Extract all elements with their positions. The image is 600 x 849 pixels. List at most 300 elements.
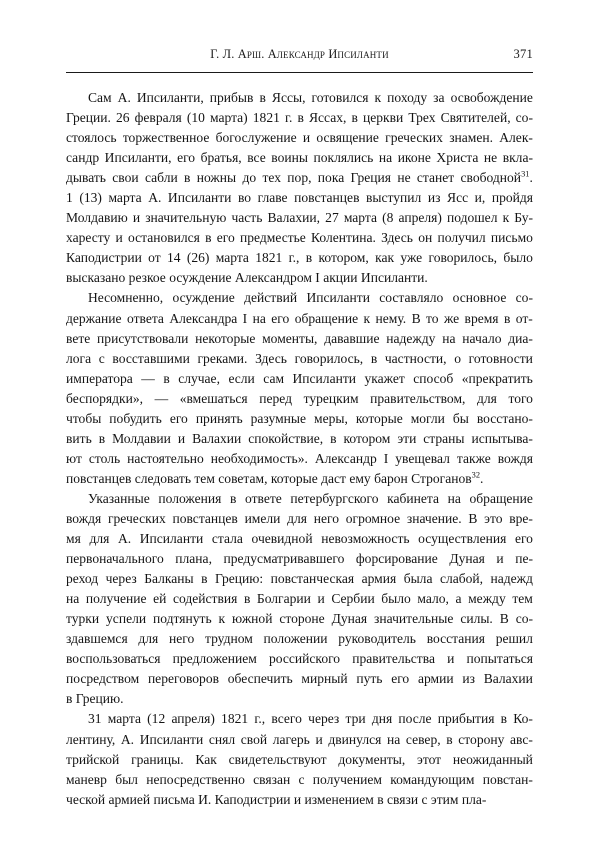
word: здавшемся xyxy=(66,631,128,647)
paragraph xyxy=(66,489,533,710)
word: и xyxy=(496,551,504,567)
word: во xyxy=(237,190,252,206)
word: котором xyxy=(343,430,391,446)
word: I xyxy=(242,310,248,326)
word: связан xyxy=(253,771,291,787)
word: действий xyxy=(244,290,298,306)
word: в xyxy=(205,230,212,246)
word: марта xyxy=(215,250,249,266)
word: Ипсиланти, xyxy=(104,150,172,166)
word: знамен. xyxy=(449,130,494,146)
word: лога xyxy=(66,350,92,366)
word: братья, xyxy=(200,150,242,166)
word: Александра xyxy=(169,310,238,326)
page-number: 371 xyxy=(513,47,533,61)
word: лентину, xyxy=(66,731,116,747)
word: в xyxy=(330,430,337,446)
word: Валахии, xyxy=(267,210,321,226)
word: за xyxy=(433,90,445,105)
word: повстанческая xyxy=(270,571,355,587)
word: осуществления xyxy=(418,531,507,547)
text-line xyxy=(66,549,533,569)
word: командующим xyxy=(390,771,475,787)
word: сандр xyxy=(66,150,100,166)
word: Дуная xyxy=(449,551,485,567)
word: 27 xyxy=(325,210,339,226)
word: готовился xyxy=(311,90,369,105)
word: надежду xyxy=(386,330,436,346)
word: того xyxy=(508,390,533,406)
word: ответе xyxy=(244,490,282,506)
body-text xyxy=(66,88,533,810)
word: лагерь xyxy=(272,731,310,747)
word: о xyxy=(454,350,461,366)
word: освящение xyxy=(316,130,379,146)
word: ножны xyxy=(196,170,237,186)
text-line xyxy=(66,108,533,128)
word: на xyxy=(66,591,80,607)
word: Балканы xyxy=(144,571,194,587)
word: «прекратить xyxy=(461,370,533,386)
word: вре- xyxy=(509,510,533,526)
word: в xyxy=(163,370,170,386)
word: было xyxy=(381,591,411,607)
word: попытаться xyxy=(466,651,533,667)
word: февраля xyxy=(134,110,182,126)
word: в xyxy=(503,310,511,326)
word: и xyxy=(315,731,323,747)
word: восстания xyxy=(426,631,485,647)
text-line xyxy=(66,288,533,308)
word: чтобы xyxy=(66,410,102,426)
word: не xyxy=(397,170,411,186)
word: руководитель xyxy=(338,631,416,647)
word: в xyxy=(446,731,453,747)
word: для xyxy=(138,631,159,647)
word: диа- xyxy=(508,330,533,346)
word: снял xyxy=(208,731,236,747)
word: поклялись xyxy=(313,150,374,166)
word: и xyxy=(447,651,455,667)
word: правительством, xyxy=(370,390,466,406)
word: с xyxy=(298,771,305,787)
word: надежд xyxy=(490,571,533,587)
word: границы. xyxy=(131,751,184,767)
word: побудить xyxy=(109,410,162,426)
word: моменты, xyxy=(262,330,318,346)
word: составляло xyxy=(379,290,444,306)
paragraph xyxy=(66,88,533,288)
word: и xyxy=(132,210,141,226)
word: Ипсиланти xyxy=(306,290,370,306)
word: тех xyxy=(262,170,281,186)
word: в xyxy=(500,711,508,727)
word: страны xyxy=(423,430,465,446)
word: освобождение xyxy=(450,90,533,105)
word: его xyxy=(177,150,196,166)
word: могли xyxy=(410,410,445,426)
word: А. xyxy=(117,90,131,105)
word: В xyxy=(499,611,509,627)
word: него xyxy=(313,510,340,526)
word: Сам xyxy=(88,90,112,105)
word: успели xyxy=(106,611,147,627)
word: все xyxy=(247,150,266,166)
word: марта xyxy=(343,210,377,226)
word: также xyxy=(456,450,491,466)
text-line xyxy=(66,750,533,770)
word: А. xyxy=(120,731,135,747)
word: и xyxy=(115,230,123,246)
word: невозможность xyxy=(321,531,410,547)
word: (8 xyxy=(382,210,394,226)
word: турецким xyxy=(303,390,359,406)
word: восставшими xyxy=(112,350,190,366)
word: воины xyxy=(271,150,308,166)
word: южной xyxy=(232,611,273,627)
word: значение. xyxy=(406,510,462,526)
text-line xyxy=(66,148,533,168)
word: положения xyxy=(158,490,222,506)
word: настоятельно xyxy=(127,450,204,466)
word: г. xyxy=(284,110,293,126)
word: для xyxy=(287,510,308,526)
word: свои xyxy=(112,170,139,186)
word: север, xyxy=(405,731,441,747)
word: не xyxy=(483,150,498,166)
word: него xyxy=(169,631,195,647)
word: частности, xyxy=(384,350,447,366)
word: повстанцев xyxy=(294,190,360,206)
word: трудном xyxy=(204,631,253,647)
footnote-marker[interactable]: 31 xyxy=(521,169,530,179)
word: к xyxy=(502,210,510,226)
text-line xyxy=(66,730,533,750)
word: маневр xyxy=(66,771,107,787)
word: Каподистрии xyxy=(66,250,142,266)
word: Греция xyxy=(350,170,392,186)
word: со- xyxy=(515,110,533,126)
word: воспользоваться xyxy=(66,651,161,667)
word: греческих xyxy=(107,510,166,526)
text-line xyxy=(66,569,533,589)
word: к xyxy=(218,611,226,627)
word: восстано- xyxy=(476,410,533,426)
word: г., xyxy=(288,250,300,266)
word: апреля) xyxy=(171,711,215,727)
word: спокойствие, xyxy=(248,430,324,446)
word: в xyxy=(351,110,358,126)
word: непосредственно xyxy=(146,771,245,787)
word: эти xyxy=(397,430,417,446)
word: значительные xyxy=(374,611,454,627)
word: держание xyxy=(66,310,122,326)
text-line xyxy=(66,649,533,669)
word: уже xyxy=(400,250,423,266)
word: его xyxy=(271,310,290,326)
text-line: ческой армией письма И. Каподистрии и изменением в связи с этим пла- xyxy=(66,791,487,807)
word: Христа xyxy=(436,150,479,166)
word: же xyxy=(443,310,460,326)
word: из xyxy=(462,671,475,687)
word: со- xyxy=(515,290,533,306)
text-line: в Грецию. xyxy=(66,691,124,707)
word: говорилось, xyxy=(294,350,364,366)
word: армии xyxy=(417,671,454,687)
word: к xyxy=(374,90,382,105)
word: Алек- xyxy=(499,130,533,146)
word: осуждение xyxy=(172,290,235,306)
word: вкла- xyxy=(502,150,533,166)
text-line xyxy=(66,389,533,409)
word: Несомненно, xyxy=(88,290,164,306)
word: греками. xyxy=(197,350,248,366)
word: остановился xyxy=(127,230,200,246)
text-line xyxy=(66,529,533,549)
word: первоначального xyxy=(66,551,164,567)
text-line xyxy=(66,128,533,148)
text-line xyxy=(66,509,533,529)
word: необходимость». xyxy=(210,450,308,466)
word: Валахии xyxy=(483,671,533,687)
word: Дуная xyxy=(331,611,368,627)
word: обращение xyxy=(469,490,533,506)
word: на xyxy=(442,330,456,346)
word: вождя xyxy=(497,450,533,466)
word: время xyxy=(464,310,499,326)
word: (26) xyxy=(186,250,210,266)
text-line xyxy=(66,168,533,188)
text-line xyxy=(66,188,533,208)
word: императора xyxy=(66,370,133,386)
word: 26 xyxy=(116,110,130,126)
word: как xyxy=(375,250,395,266)
word: турки xyxy=(66,611,100,627)
word: 1 xyxy=(66,190,73,206)
word: свой xyxy=(240,731,268,747)
word: форсирование xyxy=(355,551,438,567)
word: от- xyxy=(515,310,533,326)
word: Ипсиланти, xyxy=(136,90,204,105)
word: подтянуть xyxy=(153,611,212,627)
word: сабли xyxy=(144,170,178,186)
word: начало xyxy=(462,330,502,346)
word: документы, xyxy=(338,751,406,767)
word: 1821 xyxy=(221,711,249,727)
word: был xyxy=(115,771,138,787)
word: основное xyxy=(452,290,507,306)
word: этот xyxy=(417,751,442,767)
word: двинулся xyxy=(328,731,382,747)
word: мало, xyxy=(417,591,449,607)
word: А. xyxy=(117,531,132,547)
word: ответа xyxy=(126,310,164,326)
word: из xyxy=(427,190,441,206)
word: для xyxy=(476,390,497,406)
word: разумные xyxy=(250,410,307,426)
word: Здесь xyxy=(381,230,413,246)
word: марта) xyxy=(209,110,248,126)
word: меры, xyxy=(314,410,348,426)
footnote-marker[interactable]: 32 xyxy=(471,470,481,480)
word: г., xyxy=(254,711,266,727)
word: и xyxy=(302,130,311,146)
word: это xyxy=(484,510,503,526)
word: петербургского xyxy=(290,490,379,506)
word: походу xyxy=(387,90,428,105)
word: в xyxy=(297,110,304,126)
word: Александр xyxy=(314,450,377,466)
word: Молдавию xyxy=(66,210,128,226)
word: письмо xyxy=(490,230,533,246)
word: Ипсиланти xyxy=(139,731,204,747)
word: принять xyxy=(195,410,243,426)
word: пе- xyxy=(515,551,533,567)
word: Ипсиланти xyxy=(292,370,357,386)
word: к xyxy=(363,310,371,326)
word: испытыва- xyxy=(471,430,533,446)
word: для xyxy=(89,531,110,547)
word: Валахии xyxy=(192,430,242,446)
word: российского xyxy=(269,651,341,667)
word: А. xyxy=(148,190,162,206)
word: столь xyxy=(88,450,121,466)
word: слабой, xyxy=(439,571,484,587)
word: он xyxy=(418,230,433,246)
text-line xyxy=(66,409,533,429)
word: вить xyxy=(66,430,92,446)
word: в xyxy=(259,90,266,105)
text-line xyxy=(66,589,533,609)
text-line: высказано резкое осуждение Александром I акции Ипсиланти. xyxy=(66,270,428,286)
word: дававшие xyxy=(324,330,380,346)
word: повстанцев xyxy=(172,510,238,526)
text-line xyxy=(66,609,533,629)
word: марта xyxy=(108,190,142,206)
word: Яссах, xyxy=(308,110,347,126)
word: трийской xyxy=(66,751,120,767)
word: армия xyxy=(361,571,397,587)
word: между xyxy=(468,591,506,607)
word: обеспечить xyxy=(227,671,293,687)
word: Ясс xyxy=(447,190,469,206)
word: в xyxy=(305,250,313,266)
word: положении xyxy=(263,631,328,647)
word: присутствовали xyxy=(97,330,189,346)
text-line xyxy=(66,88,533,108)
text-line xyxy=(66,309,533,329)
word: готовности xyxy=(468,350,533,366)
word: получением xyxy=(312,771,383,787)
word: Как xyxy=(195,751,217,767)
word: содействия xyxy=(172,591,238,607)
word: на xyxy=(378,150,393,166)
word: в xyxy=(184,170,191,186)
word: тем xyxy=(512,591,533,607)
word: 1821 xyxy=(252,110,280,126)
word: предложением xyxy=(172,651,257,667)
word: авс- xyxy=(510,731,533,747)
text-line xyxy=(66,208,533,228)
word: харесту xyxy=(66,230,111,246)
word: котором, xyxy=(318,250,369,266)
word: всего xyxy=(271,711,302,727)
word: и xyxy=(177,430,186,446)
text-line xyxy=(66,770,533,790)
word: дывать xyxy=(66,170,106,186)
text-line xyxy=(66,429,533,449)
word: марта xyxy=(107,711,141,727)
word: свободной$^{31}$. xyxy=(460,169,533,186)
word: свидетельствуют xyxy=(228,751,327,767)
word: плана, xyxy=(175,551,212,567)
word: (12 xyxy=(147,711,166,727)
word: вете xyxy=(66,330,91,346)
word: которые xyxy=(355,410,403,426)
word: его xyxy=(514,531,533,547)
word: — xyxy=(141,370,155,386)
word: Бу- xyxy=(514,210,533,226)
word: очевидной xyxy=(251,531,313,547)
word: три xyxy=(345,711,366,727)
word: а xyxy=(455,591,462,607)
header-rule xyxy=(66,72,533,73)
text-line xyxy=(66,369,533,389)
word: некоторые xyxy=(195,330,256,346)
word: — xyxy=(154,390,169,406)
word: реход xyxy=(66,571,99,587)
word: 14 xyxy=(166,250,181,266)
word: ют xyxy=(66,450,82,466)
word: его xyxy=(169,410,188,426)
word: Болгарии xyxy=(256,591,311,607)
word: Ипсиланти xyxy=(167,190,232,206)
word: Яссы, xyxy=(271,90,306,105)
word: на xyxy=(447,490,461,506)
word: со- xyxy=(515,611,533,627)
text-line xyxy=(66,248,533,268)
word: его xyxy=(216,230,235,246)
word: повстан- xyxy=(482,771,533,787)
word: от xyxy=(148,250,161,266)
running-head-title: Г. Л. Арш. Александр Ипсиланти xyxy=(210,47,389,61)
word: апреля) xyxy=(398,210,442,226)
word: (13) xyxy=(79,190,102,206)
word: стоялось xyxy=(66,130,117,146)
word: Сербии xyxy=(331,591,375,607)
word: через xyxy=(105,571,137,587)
word: сторону xyxy=(458,731,505,747)
word: с xyxy=(98,350,105,366)
word: на xyxy=(387,731,401,747)
word: и, xyxy=(474,190,486,206)
word: имели xyxy=(244,510,281,526)
word: после xyxy=(398,711,432,727)
word: мирный xyxy=(301,671,348,687)
word: 1821 xyxy=(255,250,283,266)
text-line: повстанцев следовать тем советам, которые даст ему барон Строганов$^{32}$. xyxy=(66,470,484,486)
word: его xyxy=(391,671,410,687)
word: богослужение xyxy=(215,130,297,146)
word: пор, xyxy=(287,170,312,186)
word: торжественное xyxy=(122,130,210,146)
word: подошел xyxy=(446,210,498,226)
word: часть xyxy=(231,210,263,226)
word: Греции. xyxy=(66,110,111,126)
word: прибытия xyxy=(437,711,495,727)
word: получение xyxy=(85,591,147,607)
word: церкви xyxy=(362,110,404,126)
